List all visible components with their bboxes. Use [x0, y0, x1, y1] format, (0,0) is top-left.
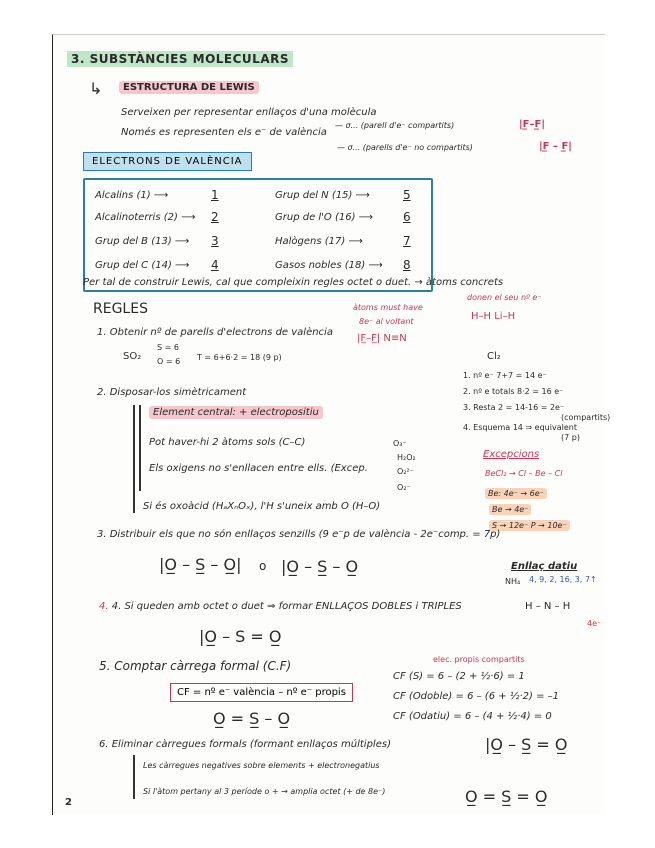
valence-right-value: 5: [403, 188, 411, 202]
cl2-a: 1. nº e⁻ 7+7 = 14 e⁻: [463, 371, 547, 380]
so2-s: S = 6: [157, 343, 179, 352]
valence-left-label: Alcalinoterris (2) ⟶: [95, 212, 196, 223]
rule-6: [99, 739, 391, 750]
valence-right-label: Grup del N (15) ⟶: [275, 190, 370, 201]
rule-3: 3. Distribuir els que no són enllaços senzills (9 e⁻p de valència - 2e⁻comp. = 7p): [97, 529, 501, 540]
dative-structure: H – N – H: [525, 601, 571, 612]
lewis-heading: ESTRUCTURA DE LEWIS: [119, 81, 259, 94]
lewis-bond-b-example: |F̲ – F̲|: [539, 141, 572, 152]
cl2-c2: (compartits): [561, 413, 611, 422]
valence-left-label: Grup del C (14) ⟶: [95, 260, 190, 271]
valence-left-value: 2: [211, 210, 219, 224]
octet-line: Per tal de construir Lewis, cal que compleixin regles octet o duet. → àtoms concrets: [83, 277, 504, 288]
cl2-d2: (7 p): [561, 433, 580, 442]
atoms-note-2: 8e⁻ al voltant: [359, 317, 414, 326]
exceptions-head: Excepcions: [483, 449, 540, 460]
section-title: 3. SUBSTÀNCIES MOLECULARS: [67, 51, 293, 67]
valence-left-value: 1: [211, 188, 219, 202]
rule-6-formula-2: O̲ = S̲ = O̲: [465, 787, 548, 806]
exception-c-text: Be → 4e⁻: [489, 504, 531, 515]
rule-6-text: 6. Eliminar càrregues formals (formant enllaços múltiples): [99, 739, 391, 750]
cl2-c: 3. Resta 2 = 14-16 = 2e⁻: [463, 403, 565, 412]
cf-formula-text: CF = nº e⁻ valència – nº e⁻ propis: [177, 687, 346, 698]
dative-note: 4e⁻: [587, 619, 602, 628]
rule-5-formula: O̲ = S̲ – O̲: [213, 709, 291, 728]
valence-right-value: 8: [403, 258, 411, 272]
valence-box-title: ELECTRONS DE VALÈNCIA: [83, 152, 252, 171]
exception-d-text: S → 12e⁻ P → 10e⁻: [489, 520, 570, 531]
exception-b-text: Be: 4e⁻ → 6e⁻: [485, 488, 547, 499]
cl2-b: 2. nº e totals 8·2 = 16 e⁻: [463, 387, 564, 396]
valence-left-value: 3: [211, 234, 219, 248]
rule-4: 4. 4. Si queden amb octet o duet ⇒ formar ENLLAÇOS DOBLES i TRIPLES: [99, 601, 462, 612]
rule-2-a-text: Element central: + electropositiu: [149, 406, 323, 419]
arrow-icon: ↳: [89, 79, 103, 98]
lewis-bond-b: — σ... (parells d'e⁻ no compartits): [337, 143, 473, 152]
valence-right-label: Halògens (17) ⟶: [275, 236, 363, 247]
rule-2: 2. Disposar-los simètricament: [97, 387, 247, 398]
notebook-page: [52, 34, 611, 815]
regles-title: REGLES: [93, 301, 148, 317]
rule-1: 1. Obtenir nº de parells d'electrons de valència: [97, 327, 333, 338]
octet-note: donen el seu nº e⁻: [467, 293, 542, 302]
atoms-example: |F̲–F̲| N≡N: [357, 333, 407, 344]
cf-line-1: CF (S) = 6 – (2 + ½·6) = 1: [393, 671, 525, 682]
rule-3-formula-2: |O̲ – S̲ – O̲: [281, 557, 359, 576]
cf-header: elec. propis compartits: [433, 655, 525, 664]
lewis-bond-a-example: |F̲–F̲|: [519, 119, 545, 130]
valence-right-value: 7: [403, 234, 411, 248]
so2-label: SO₂: [123, 351, 142, 362]
cl2-head: Cl₂: [487, 351, 501, 362]
cf-formula-box: [170, 683, 353, 702]
page-number: 2: [65, 797, 72, 808]
valence-right-value: 6: [403, 210, 411, 224]
rule-2-c-item: O₃⁻: [393, 439, 407, 448]
rule-2-c-item: H₂O₂: [397, 453, 416, 462]
lewis-bond-a: — σ... (parell d'e⁻ compartits): [335, 121, 455, 130]
lewis-line2: Només es representen els e⁻ de valència: [121, 127, 327, 138]
valence-right-label: Gasos nobles (18) ⟶: [275, 260, 383, 271]
so2-o: O = 6: [157, 357, 181, 366]
dative-head: Enllaç datiu: [511, 561, 578, 572]
rule-2-c-item: O₂⁻: [397, 483, 411, 492]
valence-left-label: Grup del B (13) ⟶: [95, 236, 190, 247]
exception-c: [489, 505, 531, 514]
rule-2-a: [149, 407, 323, 418]
valence-box: [83, 178, 433, 292]
exception-d: [489, 521, 570, 530]
octet-example: H–H Li–H: [471, 311, 516, 322]
rule-4-formula: |O̲ – S = O̲: [199, 627, 282, 646]
dative-nums: 4, 9, 2, 16, 3, 7↑: [529, 575, 597, 584]
rule-3-formula-1: |O̲ – S̲ – O̲|: [159, 555, 242, 574]
bracket-line: [133, 755, 135, 799]
cf-line-2: CF (Odoble) = 6 – (6 + ½·2) = –1: [393, 691, 560, 702]
bracket-line: [133, 405, 135, 513]
so2-calc: T = 6+6·2 = 18 (9 p): [197, 353, 282, 362]
valence-left-value: 4: [211, 258, 219, 272]
rule-6-formula-1: |O̲ – S̲ = O̲: [485, 735, 568, 754]
cl2-d: 4. Esquema 14 ⇒ equivalent: [463, 423, 577, 432]
dative-nh4: NH₄: [505, 577, 521, 586]
valence-left-label: Alcalins (1) ⟶: [95, 190, 169, 201]
exception-a: BeCl₂ → Cl – Be – Cl: [485, 469, 563, 478]
rule-3-or: o: [259, 559, 267, 573]
bracket-line: [139, 405, 141, 491]
rule-5: 5. Comptar càrrega formal (C.F): [99, 659, 292, 673]
rule-2-b: Pot haver-hi 2 àtoms sols (C–C): [149, 437, 306, 448]
rule-2-c: Els oxigens no s'enllacen entre ells. (Excep.: [149, 463, 368, 474]
rule-2-d: Si és oxoàcid (HₐXₙOₓ), l'H s'uneix amb O (H–O): [143, 501, 381, 512]
rule-4-text: 4. Si queden amb octet o duet ⇒ formar ENLLAÇOS DOBLES i TRIPLES: [111, 601, 462, 612]
exception-b: [485, 489, 547, 498]
lewis-line1: Serveixen per representar enllaços d'una molècula: [121, 107, 377, 118]
rule-2-c-item: O₂²⁻: [397, 467, 414, 476]
cf-line-3: CF (Odatiu) = 6 – (4 + ½·4) = 0: [393, 711, 552, 722]
rule-6-a: Les càrregues negatives sobre elements + electronegatius: [143, 761, 380, 770]
valence-right-label: Grup de l'O (16) ⟶: [275, 212, 374, 223]
atoms-note-1: àtoms must have: [353, 303, 423, 312]
rule-6-b: Si l'àtom pertany al 3 període o + → amplia octet (+ de 8e⁻): [143, 787, 386, 796]
